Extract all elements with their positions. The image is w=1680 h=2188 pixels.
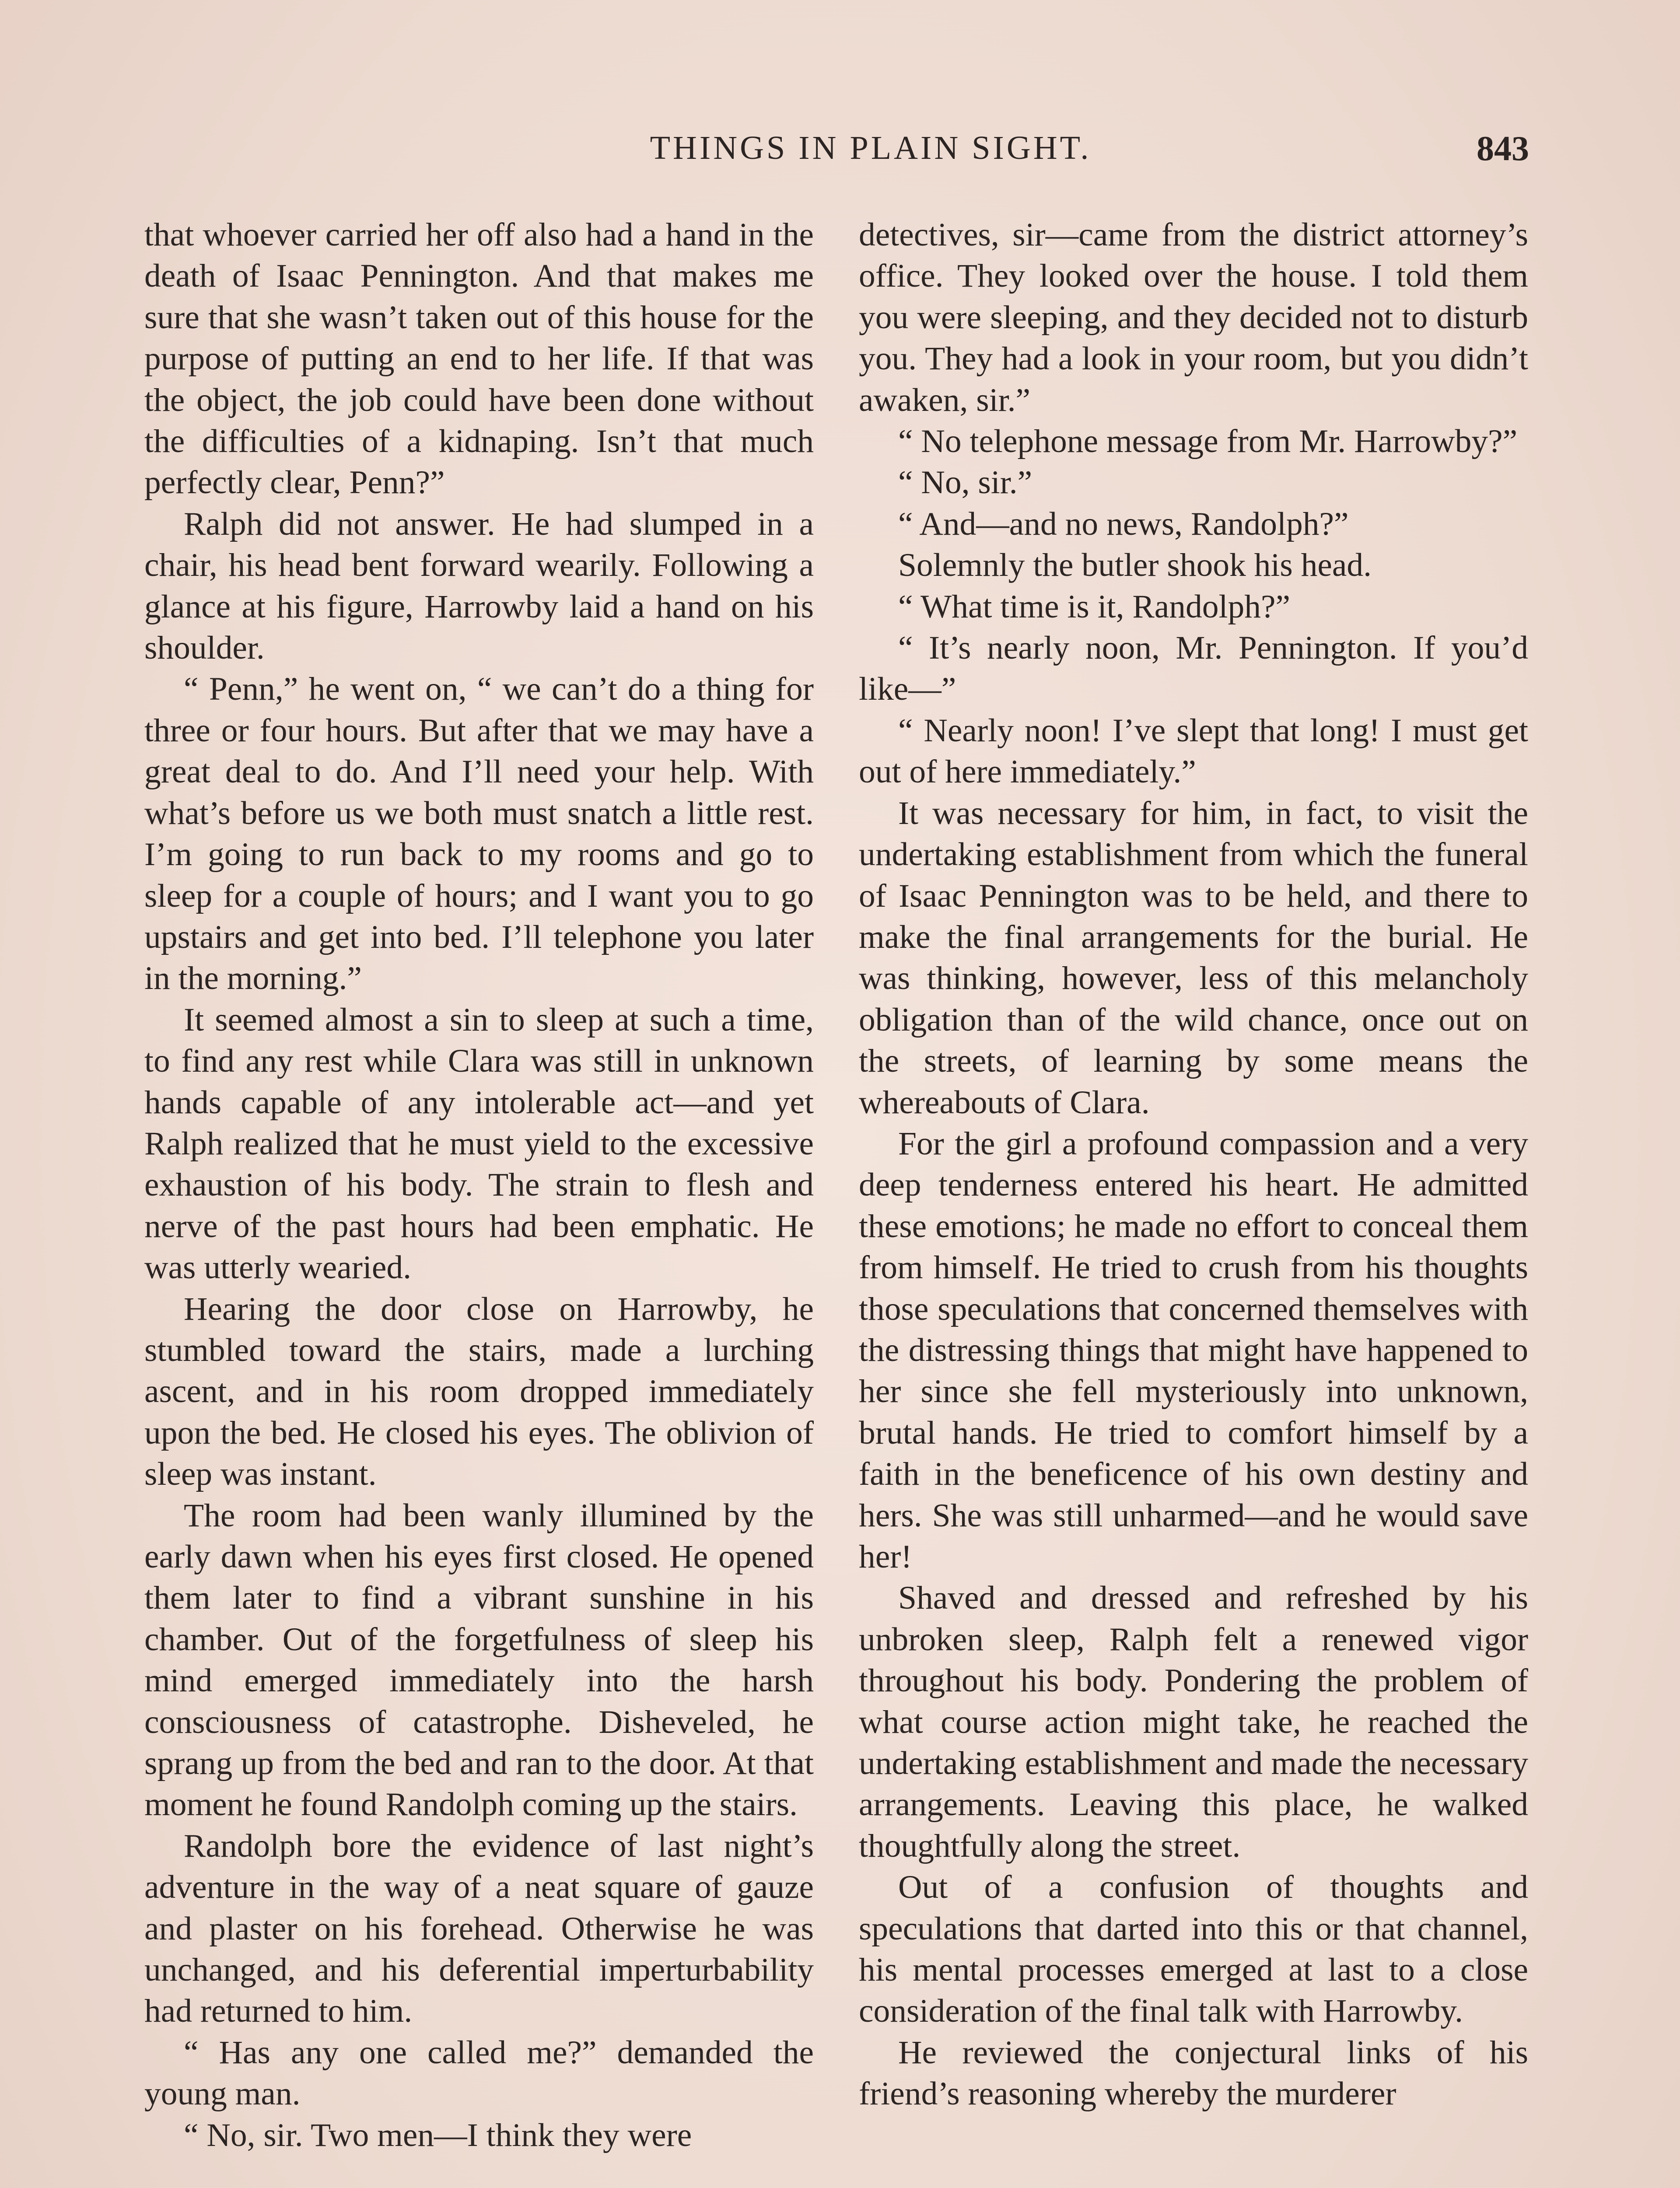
paragraph: “ And—and no news, Randolph?” [898, 505, 1349, 542]
paragraph: Out of a confusion of thoughts and speculations that darted into this or that channel, his mental processes emerged at last to a close consideration of the final talk with Harrowby. [859, 1869, 1528, 2030]
paragraph: “ What time is it, Randolph?” [898, 588, 1291, 625]
paragraph: “ It’s nearly noon, Mr. Pennington. If you’d like—” [859, 630, 1528, 708]
paragraph: The room had been wanly illumined by the early dawn when his eyes first closed. He opened them later to find a vibrant sunshine in his chamber. Out of the forgetfulness of sleep his mind emerged immediately into the harsh consciousness of catastrophe. Disheveled, he sprang up from the bed and ran to the door. At that moment he found Randolph coming up the stairs. [144, 1497, 814, 1823]
left-column [144, 214, 814, 2188]
paragraph: Randolph bore the evidence of last night’s adventure in the way of a neat square of gauze and plaster on his forehead. Otherwise he was unchanged, and his deferential imperturbability had returned to him. [144, 1827, 814, 2030]
paragraph: “ Nearly noon! I’ve slept that long! I must get out of here immediately.” [859, 712, 1528, 790]
paragraph: Shaved and dressed and refreshed by his unbroken sleep, Ralph felt a renewed vigor throughout his body. Pondering the problem of what course action might take, he reached the undertaking establishment and made the necessary arrangements. Leaving this place, he walked thoughtfully along the street. [859, 1580, 1528, 1864]
right-column [859, 214, 1528, 2188]
paragraph: Solemnly the butler shook his head. [898, 547, 1372, 584]
paragraph: “ Penn,” he went on, “ we can’t do a thing for three or four hours. But after that we may have a great deal to do. And I’ll need your help. With what’s before us we both must snatch a little rest. I’m going to run back to my rooms and go to sleep for a couple of hours; and I want you to go upstairs and get into bed. I’ll telephone you later in the morning.” [144, 671, 814, 997]
paragraph: detectives, sir—came from the district attorney’s office. They looked over the house. I told them you were sleeping, and they decided not to disturb you. They had a look in your room, but you didn’t awaken, sir.” [859, 217, 1528, 418]
page-number: 843 [1477, 130, 1529, 168]
paragraph: “ No, sir.” [898, 464, 1032, 501]
paragraph: “ No, sir. Two men—I think they were [184, 2117, 692, 2153]
paragraph: Hearing the door close on Harrowby, he stumbled toward the stairs, made a lurching ascent, and in his room dropped immediately upon the bed. He closed his eyes. The oblivion of sleep was instant. [144, 1290, 814, 1493]
paragraph: that whoever carried her off also had a hand in the death of Isaac Pennington. And that makes me sure that she wasn’t taken out of this house for the purpose of putting an end to her life. If that was the object, the job could have been done without the difficulties of a kidnaping. Isn’t that much perfectly clear, Penn?” [144, 217, 814, 501]
paragraph: Ralph did not answer. He had slumped in a chair, his head bent forward wearily. Following a glance at his figure, Harrowby laid a hand on his shoulder. [144, 505, 814, 666]
paragraph: For the girl a profound compassion and a very deep tenderness entered his heart. He admitted these emotions; he made no effort to conceal them from himself. He tried to crush from his thoughts those speculations that concerned themselves with the distressing things that might have happened to her since she fell mysteriously into unknown, brutal hands. He tried to comfort himself by a faith in the beneficence of his own destiny and hers. She was still unharmed—and he would save her! [859, 1125, 1528, 1575]
paragraph: It seemed almost a sin to sleep at such a time, to find any rest while Clara was still in unknown hands capable of any intolerable act—and yet Ralph realized that he must yield to the excessive exhaustion of his body. The strain to flesh and nerve of the past hours had been emphatic. He was utterly wearied. [144, 1001, 814, 1286]
paragraph: It was necessary for him, in fact, to visit the undertaking establishment from which the funeral of Isaac Pennington was to be held, and there to make the final arrangements for the burial. He was thinking, however, less of this melancholy obligation than of the wild chance, once out on the streets, of learning by some means the whereabouts of Clara. [859, 795, 1528, 1121]
running-title: THINGS IN PLAIN SIGHT. [650, 130, 1092, 166]
paragraph: He reviewed the conjectural links of his friend’s reasoning whereby the murderer [859, 2034, 1528, 2112]
paragraph: “ Has any one called me?” demanded the young man. [144, 2034, 814, 2112]
paragraph: “ No telephone message from Mr. Harrowby?” [898, 423, 1518, 460]
